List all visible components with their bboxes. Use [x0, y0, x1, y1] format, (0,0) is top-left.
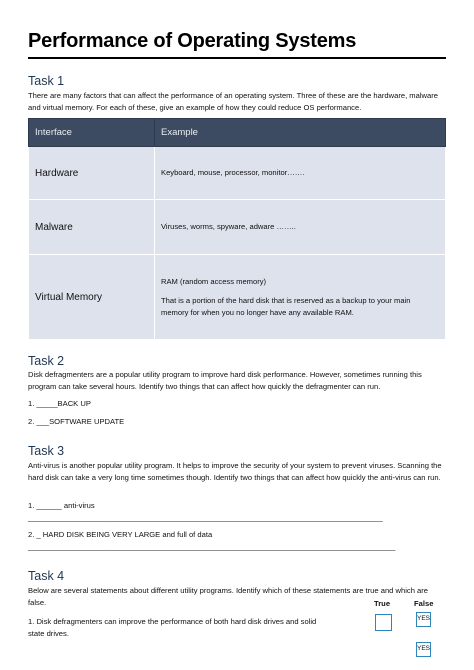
example-cell[interactable]: Viruses, worms, spyware, adware ……..	[155, 200, 446, 255]
table-header-row	[29, 119, 446, 147]
answer-line[interactable]: 1. ______ anti-virus	[28, 501, 95, 510]
example-line: That is a portion of the hard disk that is reserved as a backup to your main memory for when you no longer have any available RAM.	[161, 295, 411, 317]
answer-underline: _______________________________________________________________________________________	[28, 542, 396, 551]
statement-1: 1. Disk defragmenters can improve the performance of both hard disk drives and solid state drives.	[28, 617, 317, 638]
statement-1-false-checkbox[interactable]: YES	[416, 612, 431, 627]
factor-cell: Malware	[29, 200, 155, 255]
factor-cell: Virtual Memory	[29, 255, 155, 340]
column-header-interface: Interface	[29, 119, 155, 147]
task1-heading: Task 1	[28, 74, 65, 88]
table-row	[29, 255, 446, 340]
answer-line[interactable]: 1. _____BACK UP	[28, 399, 91, 408]
answer-underline: ____________________________________________________________________________________	[28, 513, 383, 522]
factor-cell: Hardware	[29, 147, 155, 200]
task3-heading: Task 3	[28, 444, 65, 458]
task4-instructions: Below are several statements about different utility programs. Identify which of these statements are true and which are false.	[28, 586, 429, 607]
false-column-label: False	[414, 599, 434, 608]
answer-line[interactable]: 2. _ HARD DISK BEING VERY LARGE and full of data	[28, 530, 213, 539]
task1-instructions: There are many factors that can affect the performance of an operating system. Three of these are the hardware, malware and virtual memory. For each of these, give an example of how they could reduce OS performance.	[28, 91, 438, 112]
example-line: RAM (random access memory)	[161, 276, 267, 286]
page-title: Performance of Operating Systems	[28, 30, 446, 59]
true-column-label: True	[374, 599, 391, 608]
table-row	[29, 147, 446, 200]
factors-table	[28, 118, 446, 340]
example-cell[interactable]	[155, 255, 446, 340]
column-header-example: Example	[155, 119, 446, 147]
task2-heading: Task 2	[28, 354, 65, 368]
task3-instructions: Anti-virus is another popular utility program. It helps to improve the security of your system to prevent viruses. Scanning the hard disk can take a very long time sometimes though. Identify two things that can affect how quickly the anti-virus can run.	[28, 461, 442, 482]
example-cell[interactable]: Keyboard, mouse, processor, monitor…….	[155, 147, 446, 200]
task4-heading: Task 4	[28, 569, 65, 583]
task2-instructions: Disk defragmenters are a popular utility program to improve hard disk performance. However, sometimes running this program can take several hours. Identify two things that can affect how quickly the defragmenter can run.	[28, 370, 422, 391]
statement-2-false-checkbox[interactable]: YES	[416, 642, 431, 657]
table-row	[29, 200, 446, 255]
answer-line[interactable]: 2. ___SOFTWARE UPDATE	[28, 417, 125, 426]
statement-1-true-checkbox[interactable]	[375, 614, 392, 631]
